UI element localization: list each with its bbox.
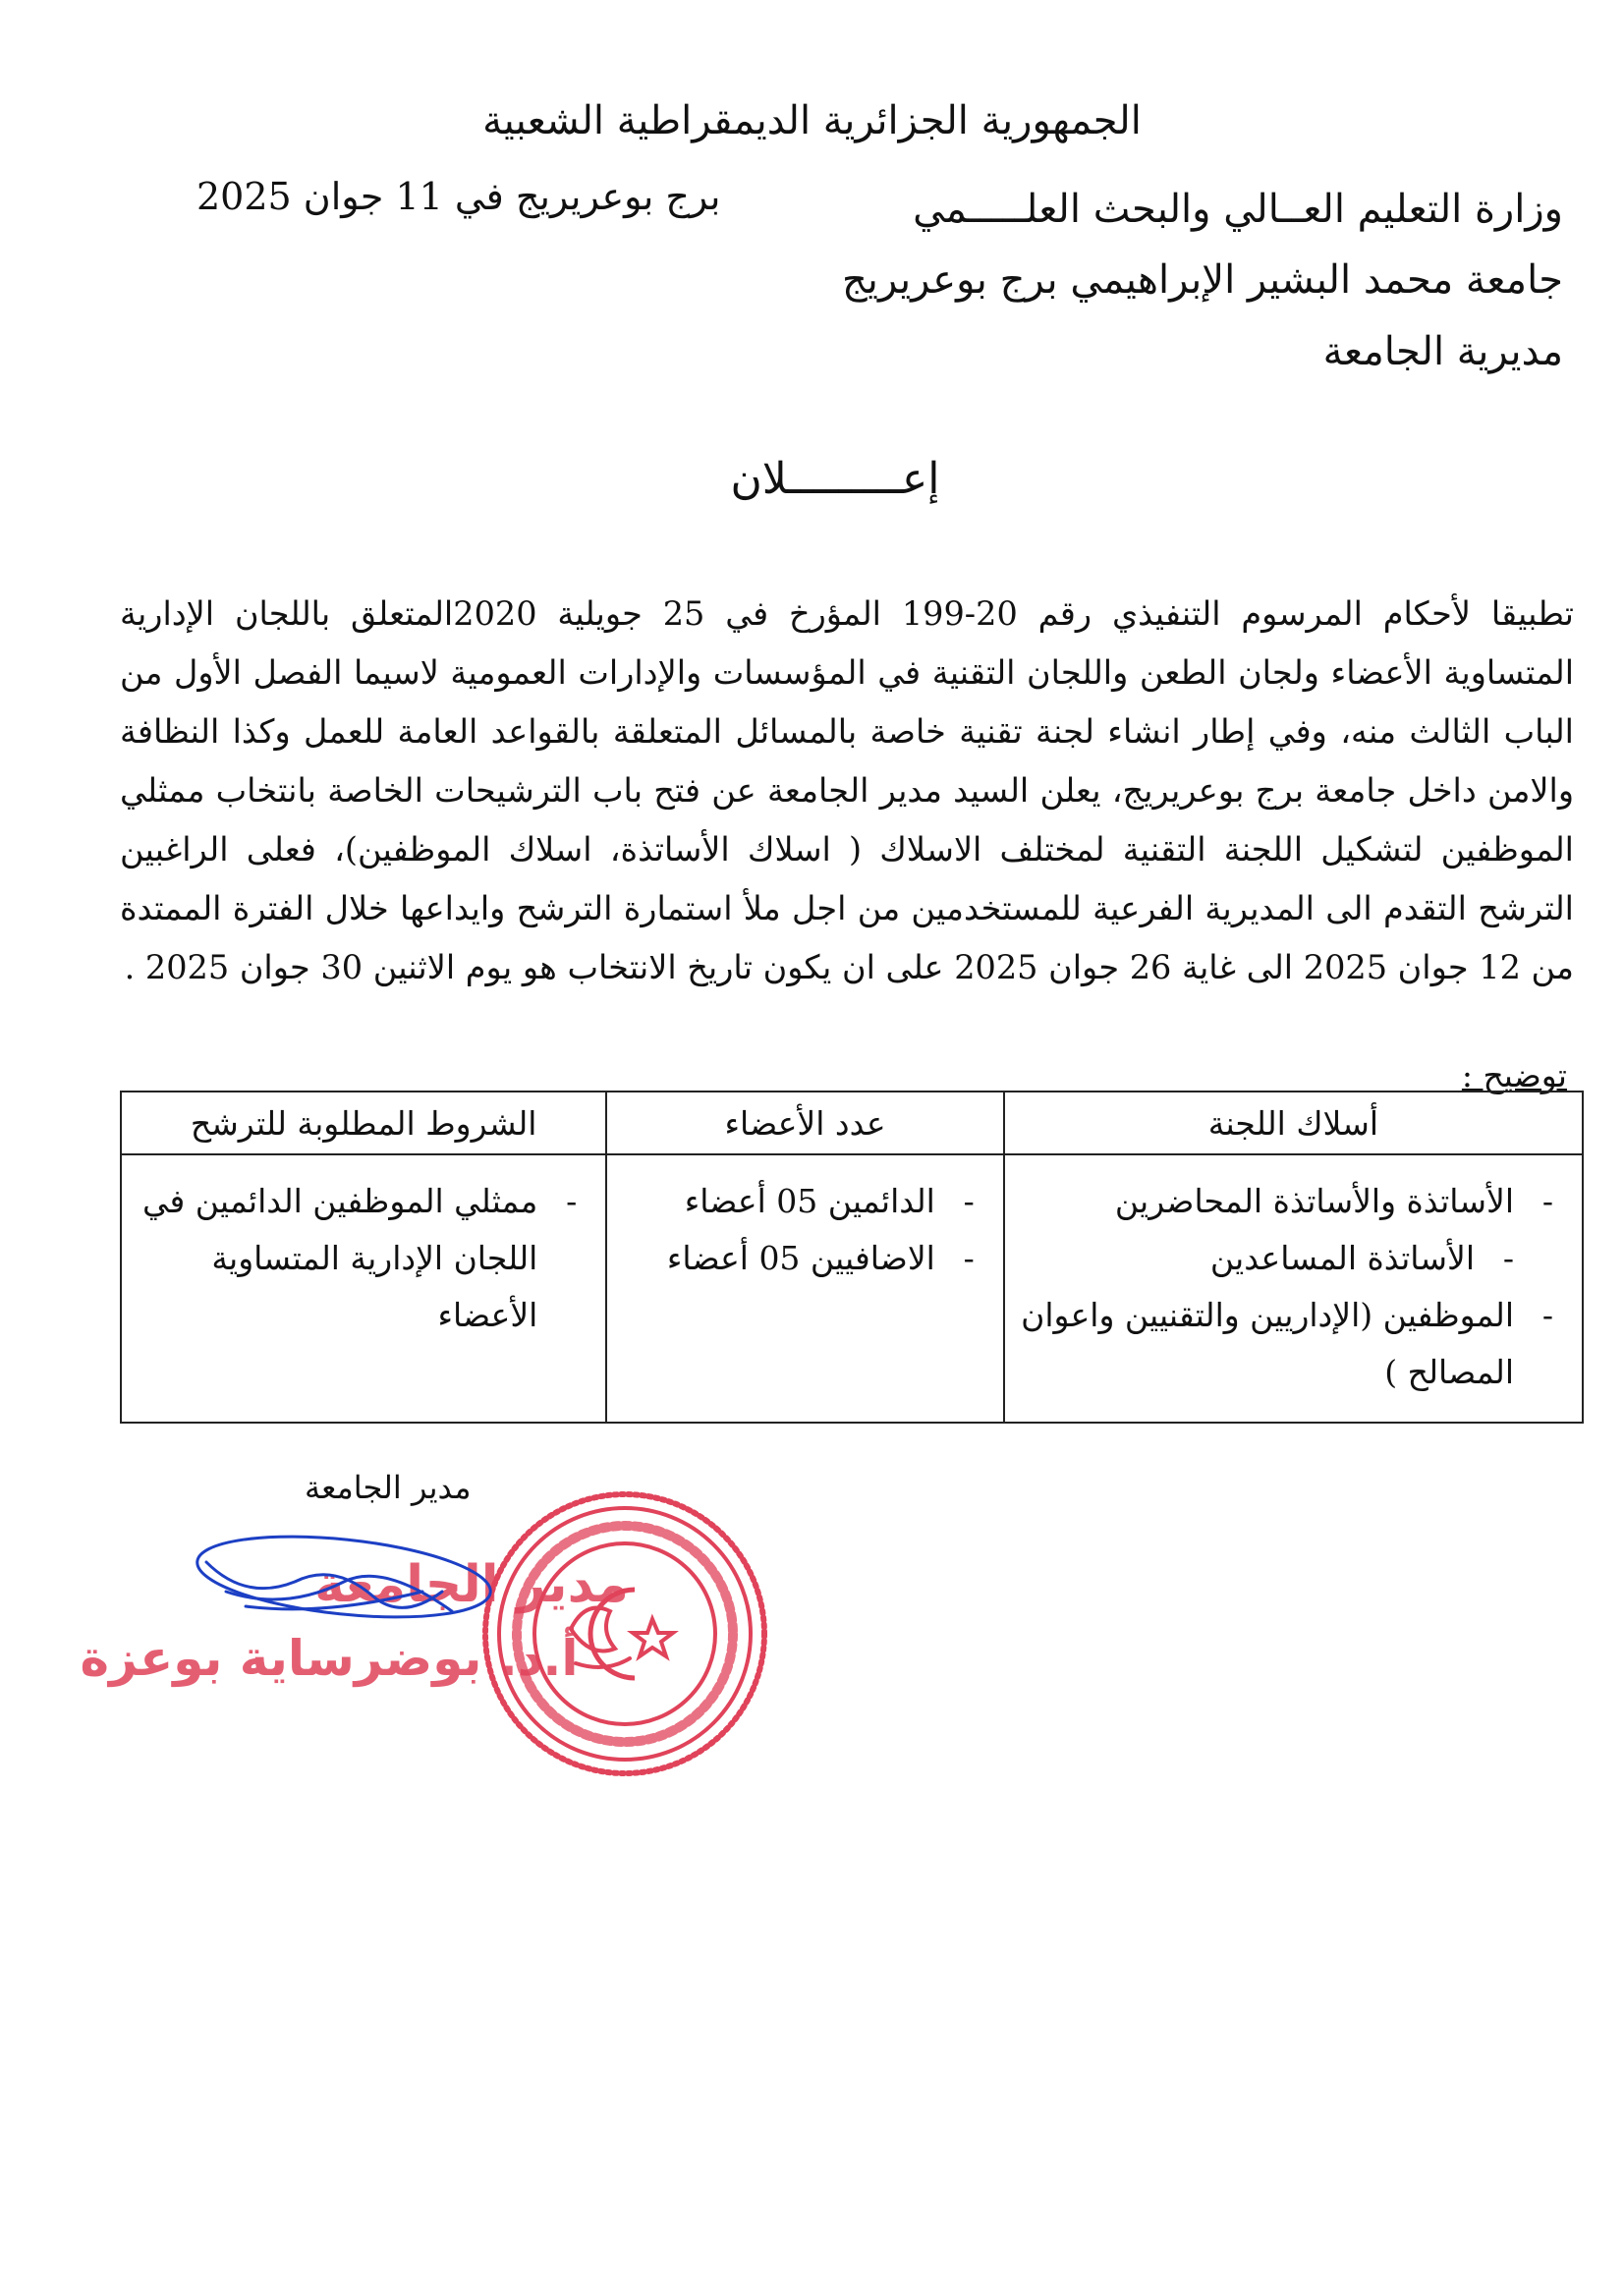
announcement-title: إعـــــــــلان <box>730 454 940 504</box>
republic-heading: الجمهورية الجزائرية الديمقراطية الشعبية <box>482 98 1142 143</box>
header-corps: أسلاك اللجنة <box>1004 1092 1583 1154</box>
list-item: - الدائمين 05 أعضاء <box>618 1173 975 1230</box>
place-date: برج بوعريريج في 11 جوان 2025 <box>196 175 721 218</box>
svg-text:أ.د. بوضرساية بوعزة: أ.د. بوضرساية بوعزة <box>80 1630 579 1687</box>
directorate-line: مديرية الجامعة <box>1322 329 1563 374</box>
corps-cell <box>1004 1154 1583 1423</box>
list-item: - الأساتذة والأساتذة المحاضرين <box>1016 1173 1553 1230</box>
handwritten-signature <box>187 1533 521 1641</box>
list-item: - ممثلي الموظفين الدائمين في اللجان الإدارية المتساوية الأعضاء <box>133 1173 577 1344</box>
announcement-body: تطبيقا لأحكام المرسوم التنفيذي رقم 20-199 المؤرخ في 25 جويلية 2020المتعلق باللجان الإدارية المتساوية الأعضاء ولجان الطعن واللجان التقنية في المؤسسات والإدارات العمومية لاسيما الفصل الأول من الباب الثالث منه، وفي إطار انشاء لجنة تقنية خاصة بالمسائل المتعلقة بالقواعد العامة للعمل وكذا النظافة والامن داخل جامعة برج بوعريريج، يعلن السيد مدير الجامعة عن فتح باب الترشيحات الخاصة بانتخاب ممثلي الموظفين لتشكيل اللجنة التقنية لمختلف الاسلاك ( اسلاك الأساتذة، اسلاك الموظفين)، فعلى الراغبين الترشح التقدم الى المديرية الفرعية للمستخدمين من اجل ملأ استمارة الترشح وايداعها خلال الفترة الممتدة من 12 جوان 2025 الى غاية 26 جوان 2025 على ان يكون تاريخ الانتخاب هو يوم الاثنين 30 جوان 2025 . <box>120 594 1575 986</box>
header-members: عدد الأعضاء <box>606 1092 1004 1154</box>
signatory-title: مدير الجامعة <box>305 1469 472 1506</box>
members-cell <box>606 1154 1004 1423</box>
ministry-line: وزارة التعليم العــالي والبحث العلـــــمي <box>913 187 1563 232</box>
table-row <box>121 1154 1583 1423</box>
conditions-cell <box>121 1154 606 1423</box>
svg-text:مدير الجامعة: مدير الجامعة <box>314 1555 629 1614</box>
header-conditions: الشروط المطلوبة للترشح <box>121 1092 606 1154</box>
list-item: - الموظفين (الإداريين والتقنيين واعوان المصالح ) <box>1016 1287 1553 1401</box>
note-label: توضيح : <box>1461 1056 1567 1094</box>
university-line: جامعة محمد البشير الإبراهيمي برج بوعريريج <box>841 257 1563 303</box>
list-item: - الاضافيين 05 أعضاء <box>618 1230 975 1287</box>
committee-table <box>120 1091 1584 1424</box>
list-item: - الأساتذة المساعدين <box>1016 1230 1553 1287</box>
table-header-row <box>121 1092 1583 1154</box>
